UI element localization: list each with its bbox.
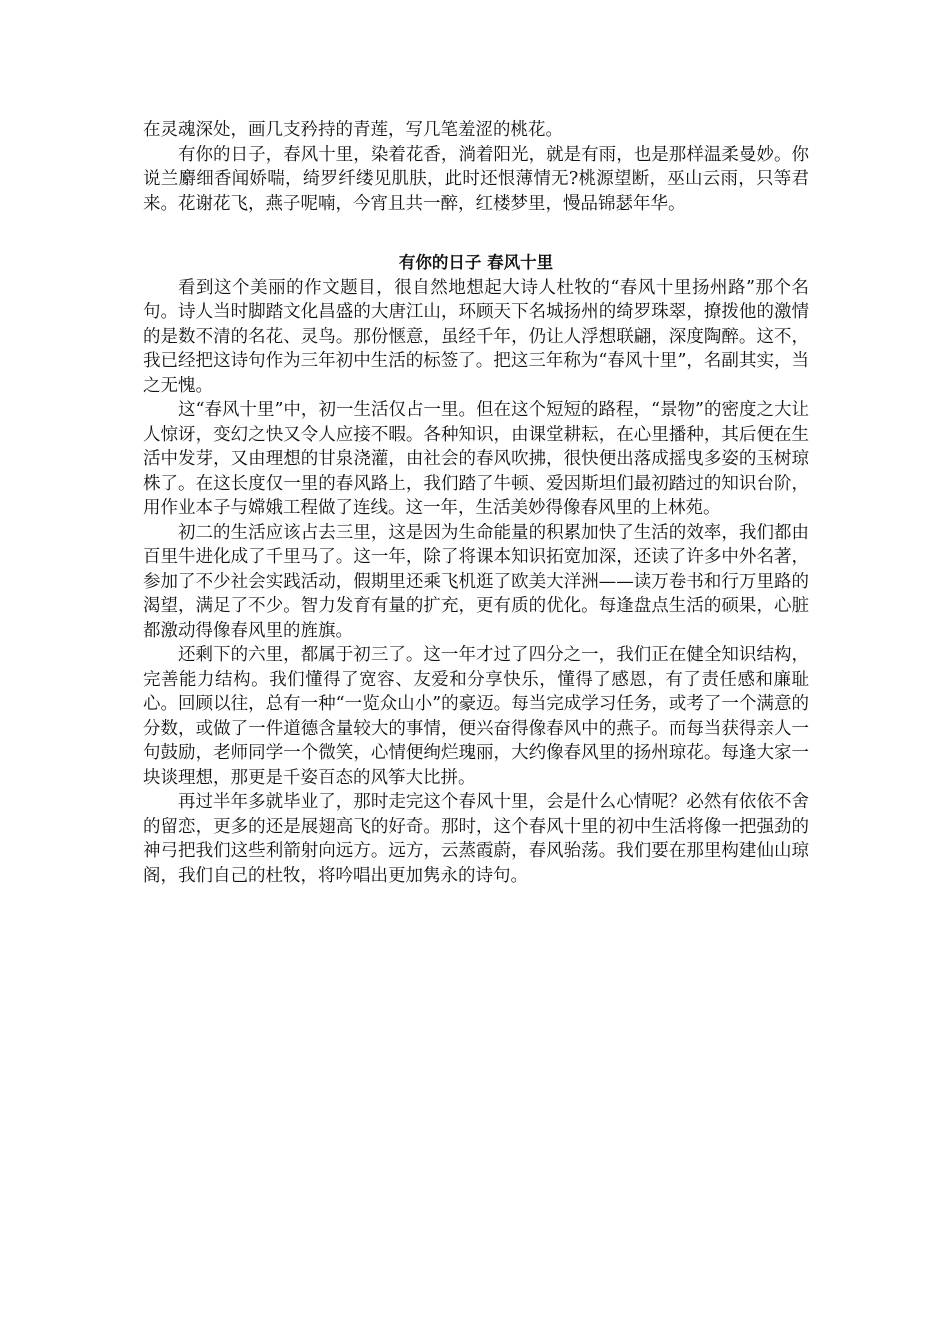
essay-paragraph: 初二的生活应该占去三里，这是因为生命能量的积累加快了生活的效率，我们都由百里牛进化成了千里马了。这一年，除了将课本知识拓宽加深，还读了许多中外名著，参加了不少社会实践活动，假期里还乘飞机逛了欧美大洋洲——读万卷书和行万里路的渴望，满足了不少。智力发育有量的扩充，更有质的优化。每逢盘点生活的硕果，心脏都激动得像春风里的旌旗。	[143, 522, 809, 641]
continued-paragraph: 在灵魂深处，画几支矜持的青莲，写几笔羞涩的桃花。	[143, 120, 563, 140]
essay-title: 有你的日子 春风十里	[398, 253, 554, 272]
essay-paragraph: 看到这个美丽的作文题目，很自然地想起大诗人杜牧的“春风十里扬州路”那个名句。诗人当时脚踏文化昌盛的大唐江山，环顾天下名城扬州的绮罗珠翠，撩拨他的激情的是数不清的名花、灵鸟。那份惬意，虽经千年，仍让人浮想联翩，深度陶醉。这不，我已经把这诗句作为三年初中生活的标签了。把这三年称为“春风十里”，名副其实，当之无愧。	[143, 277, 809, 396]
intro-paragraph: 有你的日子，春风十里，染着花香，淌着阳光，就是有雨，也是那样温柔曼妙。你说兰麝细香闻娇喘，绮罗纤缕见肌肤，此时还恨薄情无?桃源望断，巫山云雨，只等君来。花谢花飞，燕子呢喃，今宵且共一醉，红楼梦里，慢品锦瑟年华。	[143, 144, 809, 214]
essay-paragraph: 再过半年多就毕业了，那时走完这个春风十里，会是什么心情呢？必然有依依不舍的留恋，更多的还是展翅高飞的好奇。那时，这个春风十里的初中生活将像一把强劲的神弓把我们这些利箭射向远方。远方，云蒸霞蔚，春风骀荡。我们要在那里构建仙山琼阁，我们自己的杜牧，将吟唱出更加隽永的诗句。	[143, 792, 809, 886]
document-body	[143, 118, 809, 888]
essay-paragraph: 还剩下的六里，都属于初三了。这一年才过了四分之一，我们正在健全知识结构，完善能力结构。我们懂得了宽容、友爱和分享快乐，懂得了感恩，有了责任感和廉耻心。回顾以往，总有一种“一览众山小”的豪迈。每当完成学习任务，或考了一个满意的分数，或做了一件道德含量较大的事情，便兴奋得像春风中的燕子。而每当获得亲人一句鼓励，老师同学一个微笑，心情便绚烂瑰丽，大约像春风里的扬州琼花。每逢大家一块谈理想，那更是千姿百态的风筝大比拼。	[143, 645, 809, 788]
essay-paragraph: 这“春风十里”中，初一生活仅占一里。但在这个短短的路程，“景物”的密度之大让人惊讶，变幻之快又令人应接不暇。各种知识，由课堂耕耘，在心里播种，其后便在生活中发芽，又由理想的甘泉浇灌，由社会的春风吹拂，很快便出落成摇曳多姿的玉树琼株了。在这长度仅一里的春风路上，我们踏了牛顿、爱因斯坦们最初踏过的知识台阶，用作业本子与嫦娥工程做了连线。这一年，生活美妙得像春风里的上林苑。	[143, 400, 809, 518]
section-spacer	[143, 216, 809, 251]
